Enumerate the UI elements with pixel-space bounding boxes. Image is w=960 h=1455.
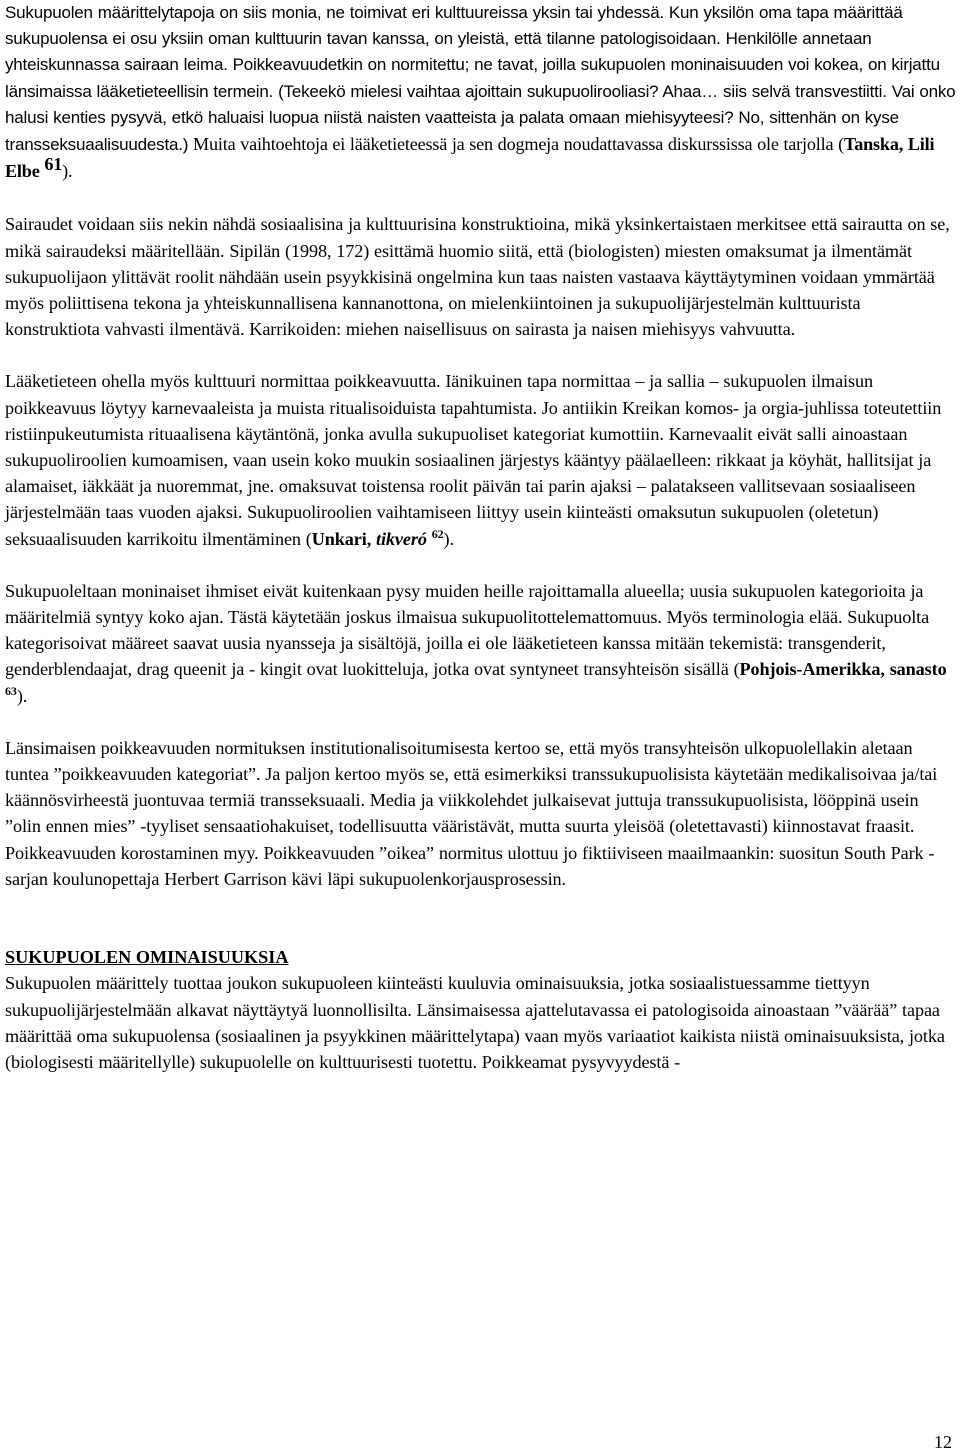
- document-page: [5, 0, 957, 1075]
- paragraph-1-text-tail: Muita vaihtoehtoja ei lääketieteessä ja sen dogmeja noudattavassa diskurssissa ole tarjolla (: [188, 134, 844, 155]
- paragraph-3-end: ).: [443, 528, 454, 549]
- paragraph-3-bold-italic: tikveró: [376, 528, 427, 549]
- paragraph-1-text: Sukupuolen määrittelytapoja on siis monia, ne toimivat eri kulttuureissa yksin tai yhdessä. Kun yksilön oma tapa määrittää sukupuolensa ei osu yksiin oman kulttuurin tavan kanssa, on yleistä, että tilanne patologisoidaan. Henkilölle annetaan yhteiskunnassa sairaan leima. Poikkeavuudetkin on normitettu; ne tavat, joilla sukupuolen moninaisuuden voi kokea, on kirjattu länsimaissa lääketieteellisin termein. (Tekeekö mielesi vaihtaa ajoittain sukupuolirooliasi? Ahaa… siis selvä transvestiitti. Vai onko halusi kenties pysyvä, etkö haluaisi luopua niistä naisten vaatteista ja palata omaan miehisyyteesi? No, sittenhän on kyse transseksuaalisuudesta.): [5, 3, 956, 155]
- footnote-ref-62[interactable]: 62: [431, 526, 444, 541]
- paragraph-4: [5, 578, 957, 709]
- paragraph-6: Sukupuolen määrittely tuottaa joukon sukupuoleen kiinteästi kuuluvia ominaisuuksia, jotka sosiaalistuessamme tiettyyn sukupuolijärjestelmään alkavat näyttäytyä luonnollisilta. Länsimaisessa ajattelutavassa ei patologisoida ainoastaan ”väärää” tapaa määrittää oma sukupuolensa (sosiaalinen ja psyykkinen määrittelytapa) vaan myös variaatiot kaikista niistä ominaisuuksista, jotka (biologisesti määritellylle) sukupuolelle on kulttuurisesti tuotettu. Poikkeamat pysyvyydestä -: [5, 973, 945, 1072]
- paragraph-3-text: Lääketieteen ohella myös kulttuuri normittaa poikkeavuutta. Iänikuinen tapa normittaa – ja sallia – sukupuolen ilmaisun poikkeavuus löytyy karnevaaleista ja muista ritualisoiduista tapahtumista. Jo antiikin Kreikan komos- ja orgia-juhlissa toteutettiin ristiinpukeutumista rituaalisena käytäntönä, jonka avulla sukupuoliset kategoriat kumottiin. Karnevaalit eivät salli ainoastaan sukupuoliroolien kumoamisen, vaan usein koko muukin sosiaalinen järjestys kääntyy päälaelleen: rikkaat ja köyhät, hallitsijat ja alamaiset, iäkkäät ja nuoremmat, jne. omaksuvat toistensa roolit päivän tai parin ajaksi – palatakseen vallitsevaan sosiaaliseen järjestelmään taas vuoden ajaksi. Sukupuoliroolien vaihtamiseen liittyy usein kiinteästi omaksutun sukupuolen (oletetun) seksuaalisuuden karrikoitu ilmentäminen (: [5, 371, 942, 549]
- paragraph-4-end: ).: [16, 685, 28, 706]
- paragraph-4-bold: Pohjois-Amerikka, sanasto: [739, 659, 947, 680]
- paragraph-1-end: ).: [62, 161, 73, 182]
- paragraph-2: Sairaudet voidaan siis nekin nähdä sosiaalisina ja kulttuurisina konstruktioina, mikä yksinkertaistaen merkitsee että sairautta on se, mikä sairaudeksi määritellään. Sipilän (1998, 172) esittämä huomio siitä, että (biologisten) miesten omaksumat ja ilmentämät sukupuolijaon ylittävät roolit nähdään usein psyykkisinä ongelmina kun taas naisten vastaava käyttäytyminen voidaan ymmärtää myös poliittisena tekona ja yhteiskunnallisena kannanottona, on mielenkiintoinen ja sukupuolijärjestelmän kulttuurista konstruktiota vahvasti ilmentävä. Karrikoiden: miehen naisellisuus on sairasta ja naisen miehisyys vahvuutta.: [5, 214, 950, 340]
- footnote-ref-61[interactable]: 61: [44, 154, 63, 175]
- footnote-ref-63[interactable]: 63: [5, 683, 17, 698]
- paragraph-5: Länsimaisen poikkeavuuden normituksen institutionalisoitumisesta kertoo se, että myös transyhteisön ulkopuolellakin aletaan tuntea ”poikkeavuuden kategoriat”. Ja paljon kertoo myös se, että esimerkiksi transsukupuolisista käytetään medikalisoivaa ja/tai käännösvirheestä juontuvaa termiä transseksuaali. Media ja viikkolehdet julkaisevat juttuja transsukupuolisista, lööppinä usein ”olin ennen mies” -tyyliset sensaatiohakuiset, todellisuutta vääristävät, mutta suurta yleisöä (oletettavasti) kiinnostavat fraasit. Poikkeavuuden korostaminen myy. Poikkeavuuden ”oikea” normitus ulottuu jo fiktiiviseen maailmaankin: suositun South Park -sarjan koulunopettaja Herbert Garrison kävi läpi sukupuolenkorjausprosessin.: [5, 737, 938, 889]
- paragraph-3: [5, 368, 957, 551]
- paragraph-1-bold: Tanska, Lili Elbe: [5, 134, 935, 182]
- paragraph-4-text: Sukupuoleltaan moninaiset ihmiset eivät kuitenkaan pysy muiden heille rajoittamalla alueella; uusia sukupuolen kategorioita ja määritelmiä syntyy koko ajan. Tästä käytetään joskus ilmaisua sukupuolitottelemattomuus. Myös terminologia elää. Sukupuolta kategorisoivat määreet saavat uusia nyansseja ja sisältöjä, joilla ei ole lääketieteen kanssa mitään tekemistä: transgenderit, genderblendaajat, drag queenit ja - kingit ovat luokitteluja, jotka ovat syntyneet transyhteisön sisällä (: [5, 580, 930, 680]
- paragraph-1: [5, 0, 957, 185]
- section-heading: SUKUPUOLEN OMINAISUUKSIA: [5, 947, 289, 968]
- paragraph-3-bold: Unkari,: [311, 528, 376, 549]
- page-number: 12: [934, 1432, 952, 1452]
